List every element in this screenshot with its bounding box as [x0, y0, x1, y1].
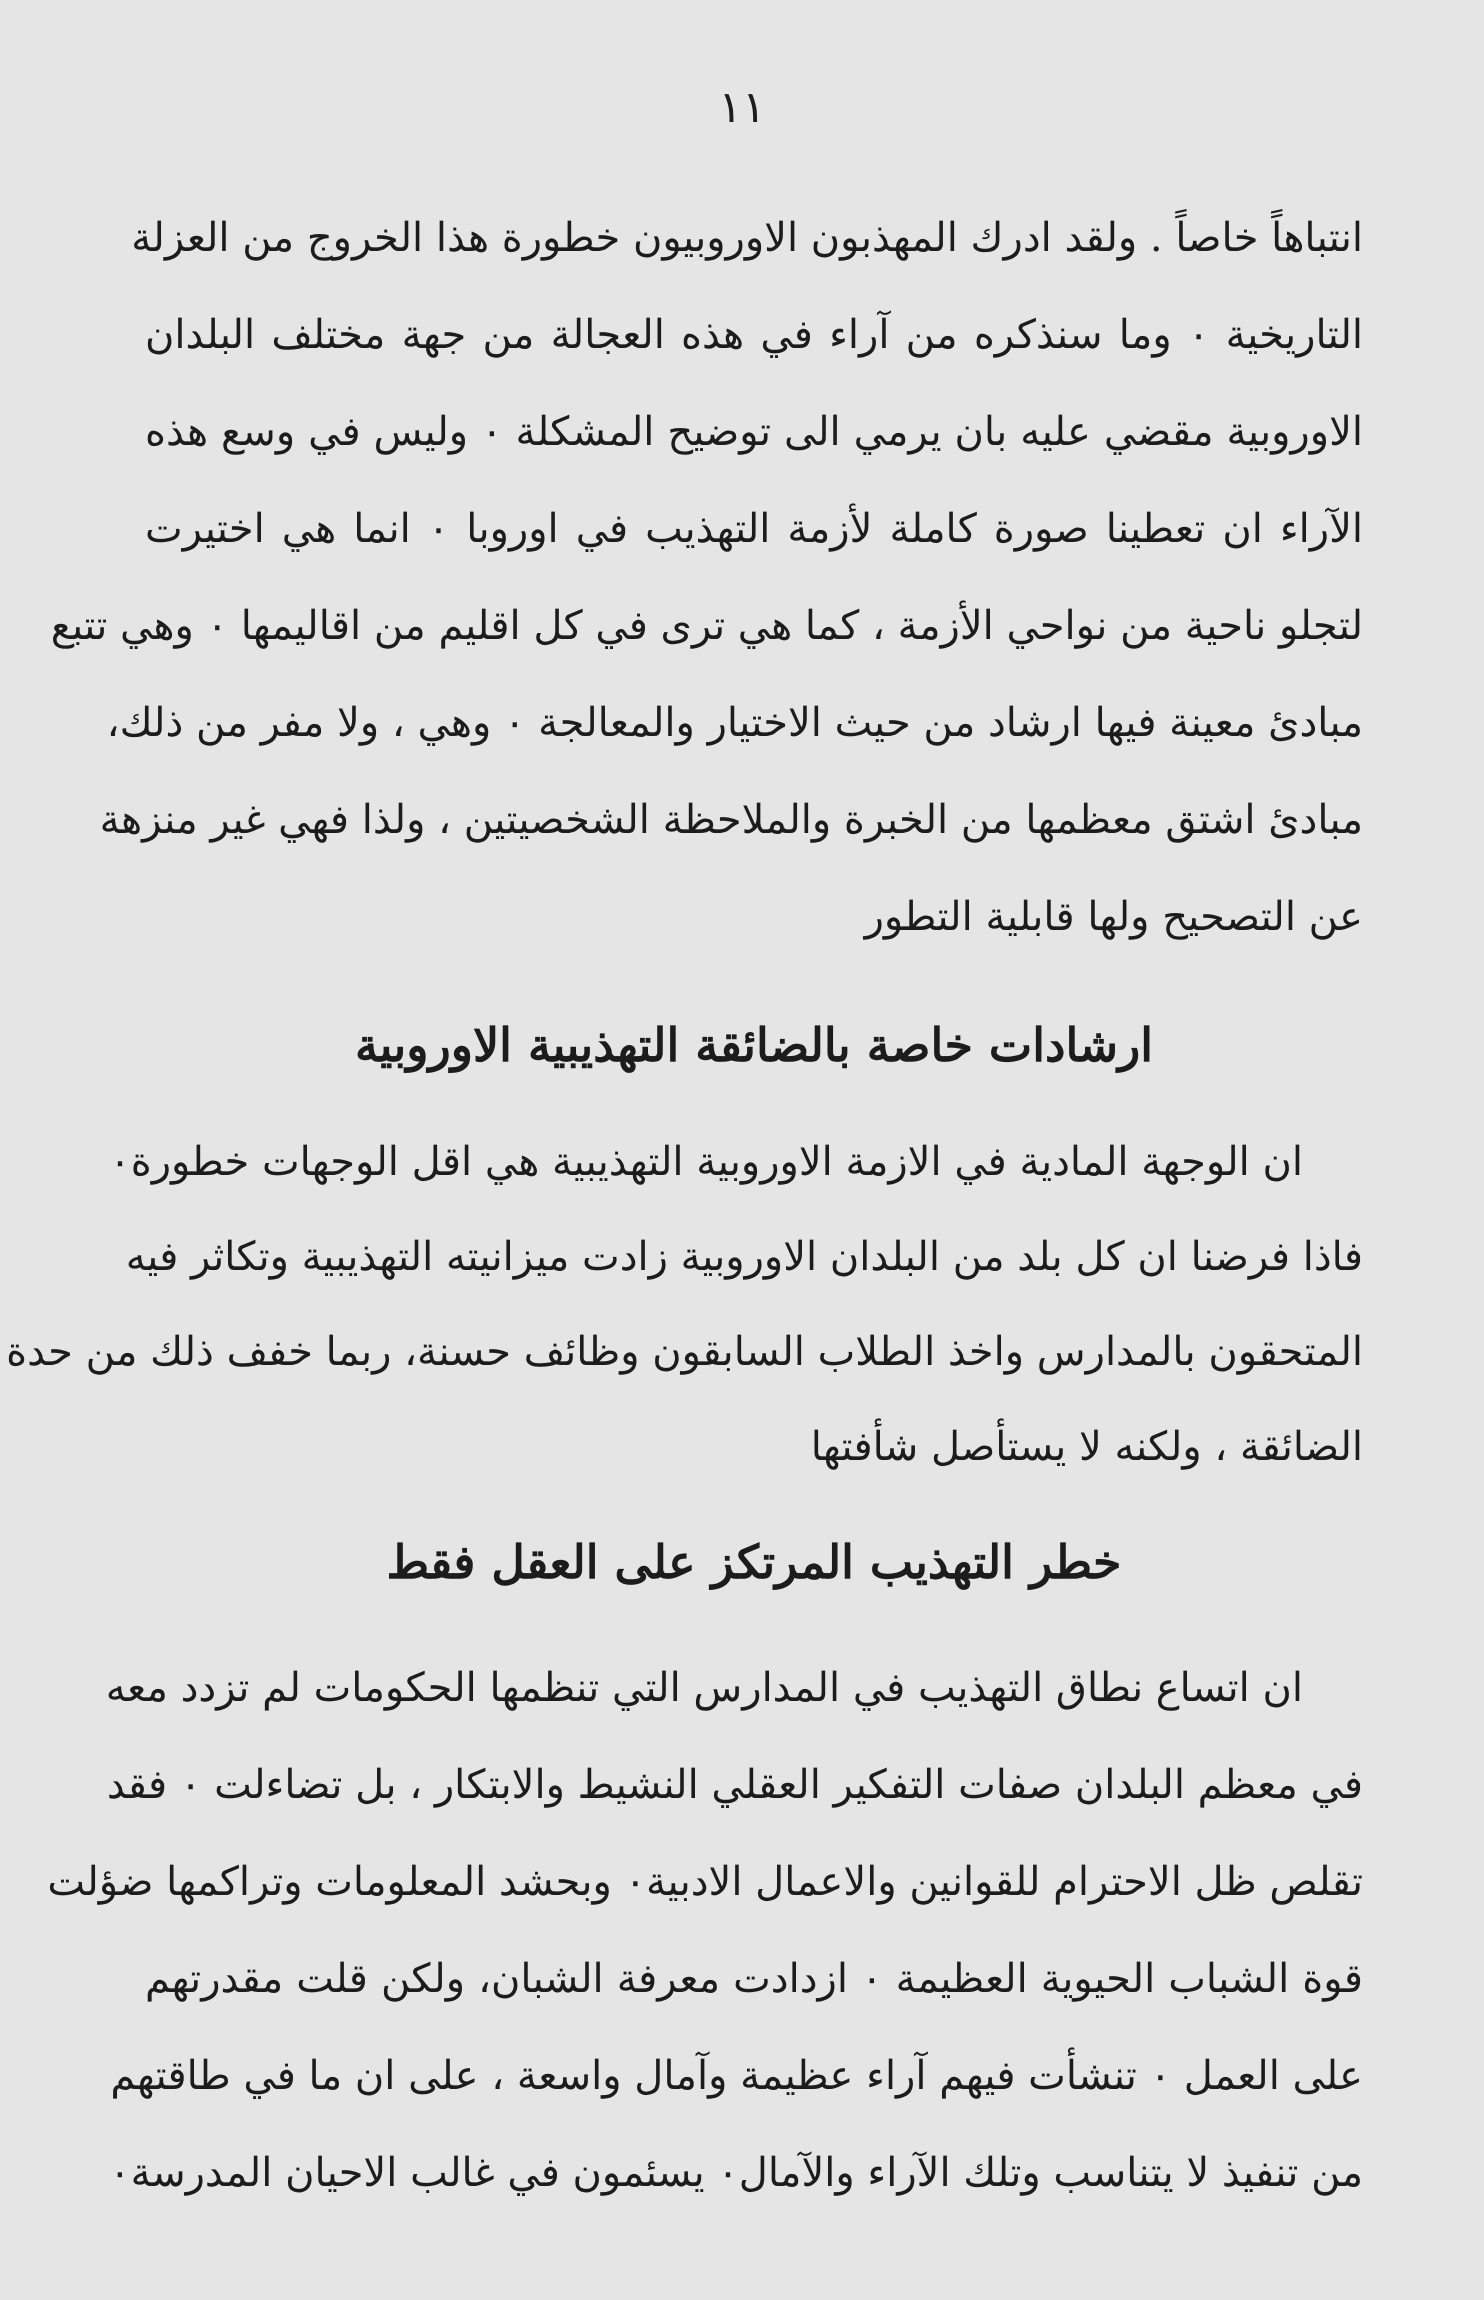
paragraph-2 [6, 1115, 1363, 1495]
text-line: الآراء ان تعطينا صورة كاملة لأزمة التهذيب في اوروبا ٠ انما هي اختيرت [145, 506, 1364, 552]
text-line: انتباهاً خاصاً . ولقد ادرك المهذبون الاوروبيون خطورة هذا الخروج من العزلة [131, 215, 1363, 261]
text-line: مبادئ اشتق معظمها من الخبرة والملاحظة الشخصيتين ، ولذا فهي غير منزهة [99, 797, 1363, 843]
text-line: لتجلو ناحية من نواحي الأزمة ، كما هي ترى في كل اقليم من اقاليمها ٠ وهي تتبع [50, 603, 1363, 649]
text-line: مبادئ معينة فيها ارشاد من حيث الاختيار والمعالجة ٠ وهي ، ولا مفر من ذلك، [106, 700, 1363, 746]
text-line: المتحقون بالمدارس واخذ الطلاب السابقون وظائف حسنة، ربما خفف ذلك من حدة [6, 1329, 1363, 1375]
text-line: الاوروبية مقضي عليه بان يرمي الى توضيح المشكلة ٠ وليس في وسع هذه [145, 409, 1363, 455]
text-line: من تنفيذ لا يتناسب وتلك الآراء والآمال٠ يسئمون في غالب الاحيان المدرسة٠ [109, 2150, 1363, 2196]
text-line: ان اتساع نطاق التهذيب في المدارس التي تنظمها الحكومات لم تزدد معه [105, 1665, 1303, 1711]
text-line: التاريخية ٠ وما سنذكره من آراء في هذه العجالة من جهة مختلف البلدان [145, 312, 1364, 358]
text-line: على العمل ٠ تنشأت فيهم آراء عظيمة وآمال واسعة ، على ان ما في طاقتهم [110, 2053, 1363, 2099]
text-line: الضائقة ، ولكنه لا يستأصل شأفتها [810, 1424, 1363, 1470]
paragraph-1 [50, 190, 1364, 966]
section-heading: ارشادات خاصة بالضائقة التهذيبية الاوروبية [354, 1018, 1154, 1072]
text-line: تقلص ظل الاحترام للقوانين والاعمال الادبية٠ وبحشد المعلومات وتراكمها ضؤلت [47, 1859, 1363, 1905]
text-line: قوة الشباب الحيوية العظيمة ٠ ازدادت معرفة الشبان، ولكن قلت مقدرتهم [145, 1956, 1363, 2002]
page-number: ١١ [718, 82, 766, 133]
text-line: فاذا فرضنا ان كل بلد من البلدان الاوروبية زادت ميزانيته التهذيبية وتكاثر فيه [125, 1234, 1363, 1280]
section-heading: خطر التهذيب المرتكز على العقل فقط [386, 1535, 1122, 1589]
text-line: ان الوجهة المادية في الازمة الاوروبية التهذيبية هي اقل الوجهات خطورة٠ [109, 1139, 1303, 1185]
paragraph-3 [47, 1640, 1363, 2222]
text-line: عن التصحيح ولها قابلية التطور [864, 894, 1363, 940]
text-line: في معظم البلدان صفات التفكير العقلي النشيط والابتكار ، بل تضاءلت ٠ فقد [106, 1762, 1363, 1808]
